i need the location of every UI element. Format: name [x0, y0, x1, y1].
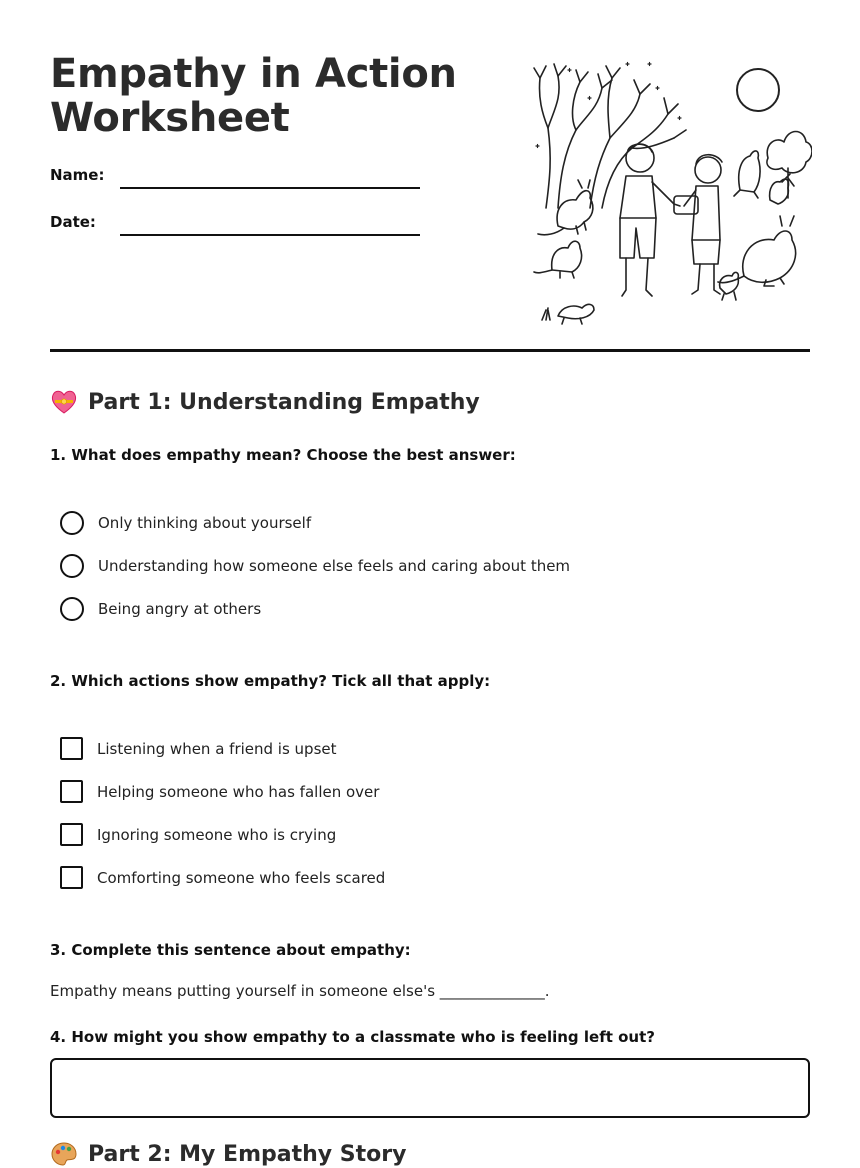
- q2-option-2[interactable]: [60, 780, 379, 803]
- q2-option-4[interactable]: [60, 866, 385, 889]
- name-label: Name:: [50, 166, 105, 184]
- palette-icon: [50, 1140, 78, 1168]
- title-line-1: Empathy in Action: [50, 51, 457, 97]
- option-label: Understanding how someone else feels and caring about them: [98, 557, 571, 575]
- worksheet-title: [50, 52, 490, 140]
- question-4: 4. How might you show empathy to a classmate who is feeling left out?: [50, 1028, 655, 1046]
- question-2: 2. Which actions show empathy? Tick all that apply:: [50, 672, 491, 690]
- q2-option-1[interactable]: [60, 737, 337, 760]
- part1-title: Part 1: Understanding Empathy: [88, 389, 480, 415]
- part1-heading: [50, 388, 480, 416]
- option-label: Comforting someone who feels scared: [97, 868, 386, 887]
- question-1: 1. What does empathy mean? Choose the best answer:: [50, 446, 516, 464]
- option-label: Being angry at others: [98, 600, 262, 618]
- checkbox[interactable]: [60, 823, 83, 846]
- q1-option-3[interactable]: [60, 597, 261, 621]
- radio-button[interactable]: [60, 511, 84, 535]
- option-label: Only thinking about yourself: [98, 514, 312, 532]
- date-label: Date:: [50, 213, 96, 231]
- empathy-illustration: [528, 58, 812, 326]
- q2-option-3[interactable]: [60, 823, 336, 846]
- option-label: Listening when a friend is upset: [97, 739, 337, 758]
- option-label: Ignoring someone who is crying: [97, 825, 337, 844]
- question-3: 3. Complete this sentence about empathy:: [50, 941, 411, 959]
- option-label: Helping someone who has fallen over: [97, 782, 380, 801]
- part2-heading: [50, 1140, 406, 1168]
- name-field-line[interactable]: [120, 187, 420, 189]
- q1-option-2[interactable]: [60, 554, 570, 578]
- checkbox[interactable]: [60, 866, 83, 889]
- radio-button[interactable]: [60, 554, 84, 578]
- date-field-line[interactable]: [120, 234, 420, 236]
- title-line-2: Worksheet: [50, 95, 290, 141]
- heart-icon: [50, 388, 78, 416]
- answer-box[interactable]: [50, 1058, 810, 1118]
- header-divider: [50, 349, 810, 352]
- checkbox[interactable]: [60, 737, 83, 760]
- q1-option-1[interactable]: [60, 511, 311, 535]
- fill-in-sentence: Empathy means putting yourself in someone else's ______________.: [50, 982, 550, 1000]
- part2-title: Part 2: My Empathy Story: [88, 1141, 407, 1167]
- radio-button[interactable]: [60, 597, 84, 621]
- checkbox[interactable]: [60, 780, 83, 803]
